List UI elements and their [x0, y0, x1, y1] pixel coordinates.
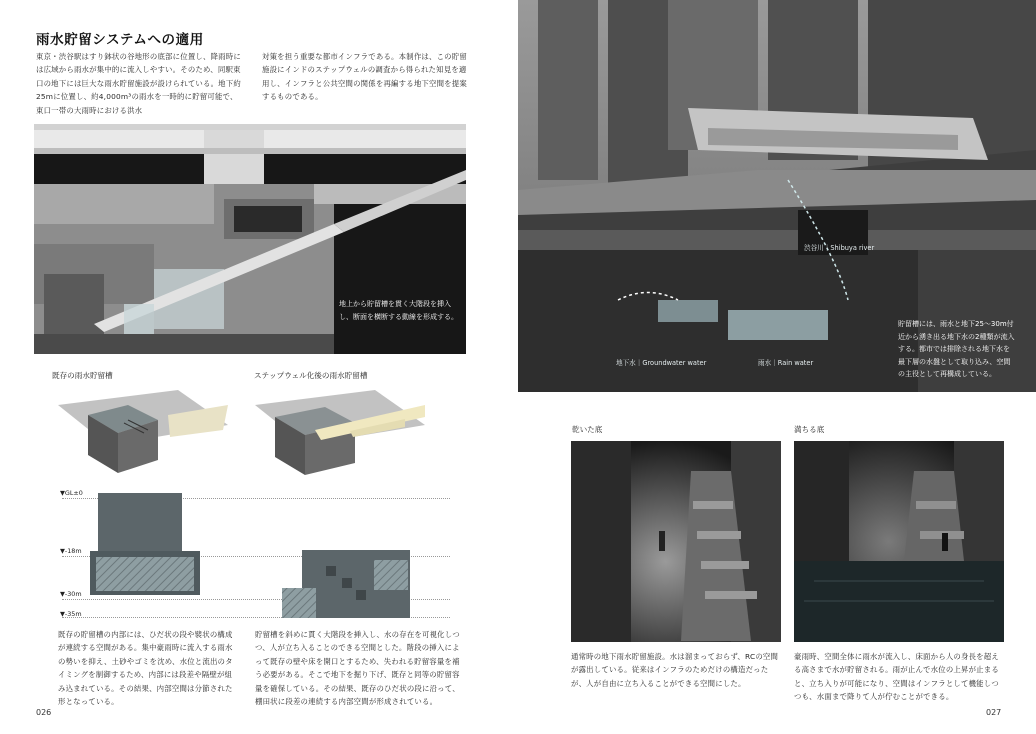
hero-rendering — [518, 0, 1036, 392]
axonometric-existing — [58, 385, 228, 480]
page-number-left: 026 — [36, 708, 52, 717]
text-existing: 既存の貯留槽の内部には、ひだ状の段や襞状の構成が連続する空間がある。集中豪雨時に流入する雨水の勢いを抑え、土砂やゴミを沈め、水位と流出のタイミングを制御するため、内部には段差や隔壁が組み込まれている。その結果、内部空間は分節された形となっている。 — [58, 630, 233, 707]
dry-bottom-title: 乾いた底 — [572, 425, 603, 434]
hero-caption: 貯留槽には、雨水と地下25〜30m付近から湧き出る地下水の2種類が流入する。都市では排除される地下水を最下層の水盤として取り込み、空間の主役として再構成している。 — [898, 320, 1015, 379]
wet-bottom-title: 満ちる底 — [794, 425, 825, 434]
page-number-right: 027 — [986, 708, 1002, 717]
axonometric-stepwell — [255, 385, 425, 480]
depth-label-18: ▼-18m — [60, 547, 82, 555]
label-groundwater: 地下水｜Groundwater water — [616, 359, 707, 367]
page-title: 雨水貯留システムへの適用 — [36, 32, 204, 48]
depth-label-35: ▼-35m — [60, 610, 82, 618]
intro-text-col1: 東京・渋谷駅はすり鉢状の谷地形の底部に位置し、降雨時には広域から雨水が集中的に流入しやすい。そのため、同駅東口の地下には巨大な雨水貯留施設が設けられている。地下約25mに位置し、約4,000m³の雨水を一時的に貯留可能で、東口一帯の大雨時における洪水 — [36, 52, 241, 115]
intro-text-col2: 対策を担う重要な都市インフラである。本制作は、この貯留施設にインドのステップウェルの調査から得られた知見を適用し、インフラと公共空間の関係を再編する地下空間を提案するものである。 — [262, 52, 467, 102]
depth-label-30: ▼-30m — [60, 590, 82, 598]
section-rendering — [34, 124, 466, 354]
depth-label-gl: ▼GL±0 — [60, 489, 83, 497]
text-stepwell: 貯留槽を斜めに貫く大階段を挿入し、水の存在を可視化しつつ、人が立ち入ることのできる空間とした。階段の挿入によって既存の壁や床を開口とするため、失われる貯留容量を補う必要がある。そこで地下を掘り下げ、既存と同等の貯留容量を確保している。その結果、既存のひだ状の段に沿って、棚田状に段差の連続する内部空間が形成されている。 — [255, 630, 460, 707]
section-existing — [90, 493, 200, 617]
diagram-existing-title: 既存の雨水貯留槽 — [52, 371, 113, 380]
label-shibuya-river: 渋谷川｜Shibuya river — [804, 244, 875, 252]
wet-bottom-text: 豪雨時、空間全体に雨水が流入し、床面から人の身長を超える高さまで水が貯留される。雨が止んで水位の上昇が止まると、立ち入りが可能になり、空間はインフラとして機能しつつも、水面まで降りて人が佇むことができる。 — [794, 652, 999, 702]
label-rain-water: 雨水｜Rain water — [758, 359, 814, 367]
dry-bottom-image — [571, 441, 781, 642]
diagram-stepwell-title: ステップウェル化後の雨水貯留槽 — [254, 371, 368, 380]
section-caption: 地上から貯留槽を貫く大階段を挿入し、断面を横断する動線を形成する。 — [339, 300, 458, 321]
section-stepwell — [282, 550, 410, 618]
dry-bottom-text: 通常時の地下雨水貯留施設。水は溜まっておらず、RCの空間が露出している。従来はインフラのためだけの構造だったが、人が自由に立ち入ることができる空間にした。 — [571, 652, 779, 688]
wet-bottom-image — [794, 441, 1004, 642]
